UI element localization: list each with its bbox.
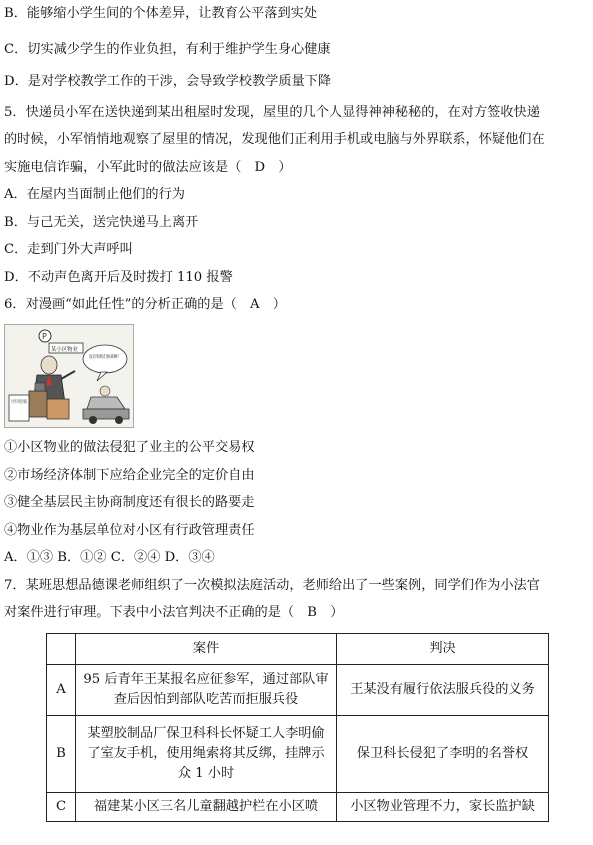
header-verdict: 判决: [337, 634, 549, 665]
row-verdict: 小区物业管理不力，家长监护缺: [337, 793, 549, 822]
prev-option-b: B．能够缩小学生间的个体差异，让教育公平落到实处: [4, 6, 318, 21]
question-5-option-a: A．在屋内当面制止他们的行为: [4, 187, 185, 202]
row-case: 某塑胶制品厂保卫科科长怀疑工人李明偷了室友手机，使用绳索将其反绑，挂牌示众 1 小时: [76, 716, 337, 793]
prev-option-c: C．切实减少学生的作业负担，有利于维护学生身心健康: [4, 42, 331, 57]
question-6-statement-1: ①小区物业的做法侵犯了业主的公平交易权: [4, 440, 255, 455]
row-letter: C: [47, 793, 76, 822]
table-row: [47, 793, 549, 822]
row-letter: A: [47, 665, 76, 716]
row-verdict: 保卫科长侵犯了李明的名誉权: [337, 716, 549, 793]
cartoon-bubble-text: 没有和我们协商啊！: [89, 355, 133, 360]
verdict-table: [46, 633, 549, 822]
question-5-option-d: D．不动声色离开后及时拨打 110 报警: [4, 270, 233, 285]
question-6-answer-options: A．①③ B．①② C．②④ D．③④: [4, 550, 215, 565]
question-6-statement-4: ④物业作为基层单位对小区有行政管理责任: [4, 523, 255, 538]
prev-option-d: D．是对学校教学工作的干涉，会导致学校教学质量下降: [4, 74, 332, 89]
question-6-statement-2: ②市场经济体制下应给企业完全的定价自由: [4, 468, 255, 483]
cartoon-sign-text: 某小区物业: [51, 347, 78, 353]
svg-text:P: P: [42, 332, 47, 341]
row-case: 福建某小区三名儿童翻越护栏在小区喷: [76, 793, 337, 822]
header-blank: [47, 634, 76, 665]
question-5-stem-line-3: 实施电信诈骗，小军此时的做法应该是（ D ）: [4, 160, 292, 175]
question-5-option-b: B．与己无关，送完快递马上离开: [4, 215, 199, 230]
cartoon-image: [4, 324, 134, 428]
table-header-row: [47, 634, 549, 665]
question-7-stem-line-1: 7．某班思想品德课老师组织了一次模拟法庭活动，老师给出了一些案例，同学们作为小法官: [4, 578, 540, 593]
table-row: [47, 665, 549, 716]
question-6-stem: 6．对漫画“如此任性”的分析正确的是（ A ）: [4, 297, 286, 312]
row-case: 95 后青年王某报名应征参军，通过部队审查后因怕到部队吃苦而拒服兵役: [76, 665, 337, 716]
question-5-stem-line-2: 的时候，小军悄悄地观察了屋里的情况，发现他们正利用手机或电脑与外界联系，怀疑他们在: [4, 132, 545, 147]
question-6-statement-3: ③健全基层民主协商制度还有很长的路要走: [4, 495, 255, 510]
question-5-stem-line-1: 5．快递员小军在送快递到某出租屋时发现，屋里的几个人显得神神秘秘的，在对方签收快递: [4, 105, 540, 120]
row-verdict: 王某没有履行依法服兵役的义务: [337, 665, 549, 716]
row-letter: B: [47, 716, 76, 793]
question-5-option-c: C．走到门外大声呼叫: [4, 242, 133, 257]
cartoon-board-text: [11, 398, 27, 405]
header-case: 案件: [76, 634, 337, 665]
cartoon-drawing: [5, 325, 133, 427]
question-7-stem-line-2: 对案件进行审理。下表中小法官判决不正确的是（ B ）: [4, 605, 344, 620]
table-row: [47, 716, 549, 793]
